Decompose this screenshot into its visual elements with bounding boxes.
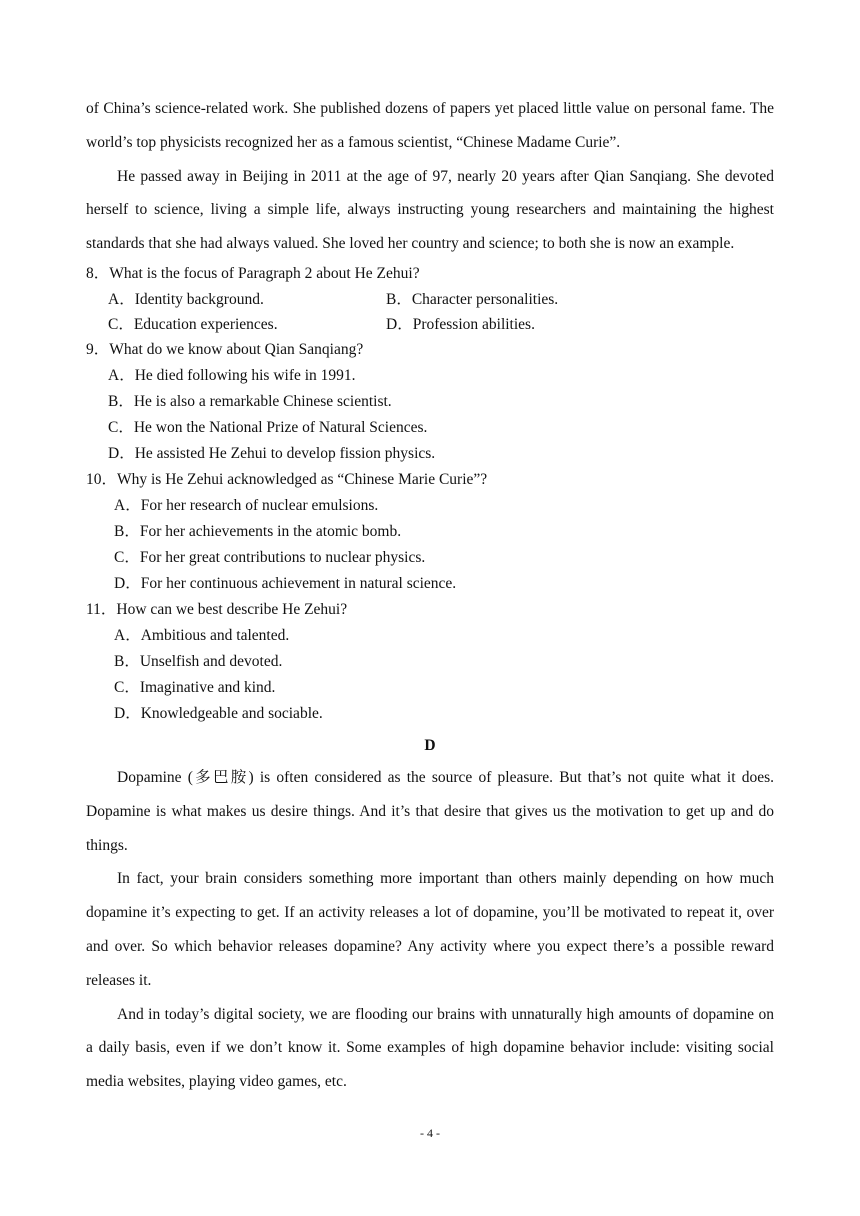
question-stem: 8．What is the focus of Paragraph 2 about He Zehui? xyxy=(86,264,420,282)
question-stem: 9．What do we know about Qian Sanqiang? xyxy=(86,340,364,358)
page-number: - 4 - xyxy=(420,1126,440,1140)
option-d: D．Knowledgeable and sociable. xyxy=(114,704,323,722)
section-title: D xyxy=(424,736,436,754)
question-8 xyxy=(86,261,774,337)
option-c: C．Education experiences. xyxy=(108,315,278,333)
question-stem: 11．How can we best describe He Zehui? xyxy=(86,600,348,618)
passage-paragraph: In fact, your brain considers something more important than others mainly depending on how much dopamine it’s expecting to get. If an activity releases a lot of dopamine, you’ll be motivated to repeat it, over and over. So which behavior releases dopamine? Any activity where you expect there’s a possible reward releases it. xyxy=(86,870,774,989)
option-a: A．For her research of nuclear emulsions. xyxy=(114,496,379,514)
option-c: C．Imaginative and kind. xyxy=(114,678,276,696)
option-d: D．For her continuous achievement in natural science. xyxy=(114,574,457,592)
question-stem: 10．Why is He Zehui acknowledged as “Chinese Marie Curie”? xyxy=(86,470,488,488)
option-a: A．He died following his wife in 1991. xyxy=(108,366,356,384)
option-c: C．He won the National Prize of Natural Sciences. xyxy=(108,418,428,436)
option-d: D．Profession abilities. xyxy=(386,315,535,333)
option-b: B．For her achievements in the atomic bomb. xyxy=(114,522,402,540)
page-content xyxy=(86,92,774,1099)
option-a: A．Ambitious and talented. xyxy=(114,626,290,644)
option-c: C．For her great contributions to nuclear physics. xyxy=(114,548,426,566)
question-9 xyxy=(86,337,774,467)
option-d: D．He assisted He Zehui to develop fission physics. xyxy=(108,444,436,462)
question-10 xyxy=(86,467,774,597)
passage-paragraph: And in today’s digital society, we are flooding our brains with unnaturally high amounts of dopamine on a daily basis, even if we don’t know it. Some examples of high dopamine behavior include: visiting social media websites, playing video games, etc. xyxy=(86,1005,774,1091)
passage-paragraph: He passed away in Beijing in 2011 at the age of 97, nearly 20 years after Qian Sanqiang. She devoted herself to science, living a simple life, always instructing young researchers and maintaining the highest standards that she had always valued. She loved her country and science; to both she is now an example. xyxy=(86,167,774,253)
option-b: B．He is also a remarkable Chinese scientist. xyxy=(108,392,392,410)
option-b: B．Unselfish and devoted. xyxy=(114,652,283,670)
option-b: B．Character personalities. xyxy=(386,290,559,308)
option-a: A．Identity background. xyxy=(108,290,264,308)
question-11 xyxy=(86,597,774,727)
passage-paragraph: of China’s science-related work. She published dozens of papers yet placed little value on personal fame. The world’s top physicists recognized her as a famous scientist, “Chinese Madame Curie”. xyxy=(86,100,774,151)
passage-paragraph: Dopamine (多巴胺) is often considered as the source of pleasure. But that’s not quite what it does. Dopamine is what makes us desire things. And it’s that desire that gives us the motivation to get up and do things. xyxy=(86,768,774,854)
